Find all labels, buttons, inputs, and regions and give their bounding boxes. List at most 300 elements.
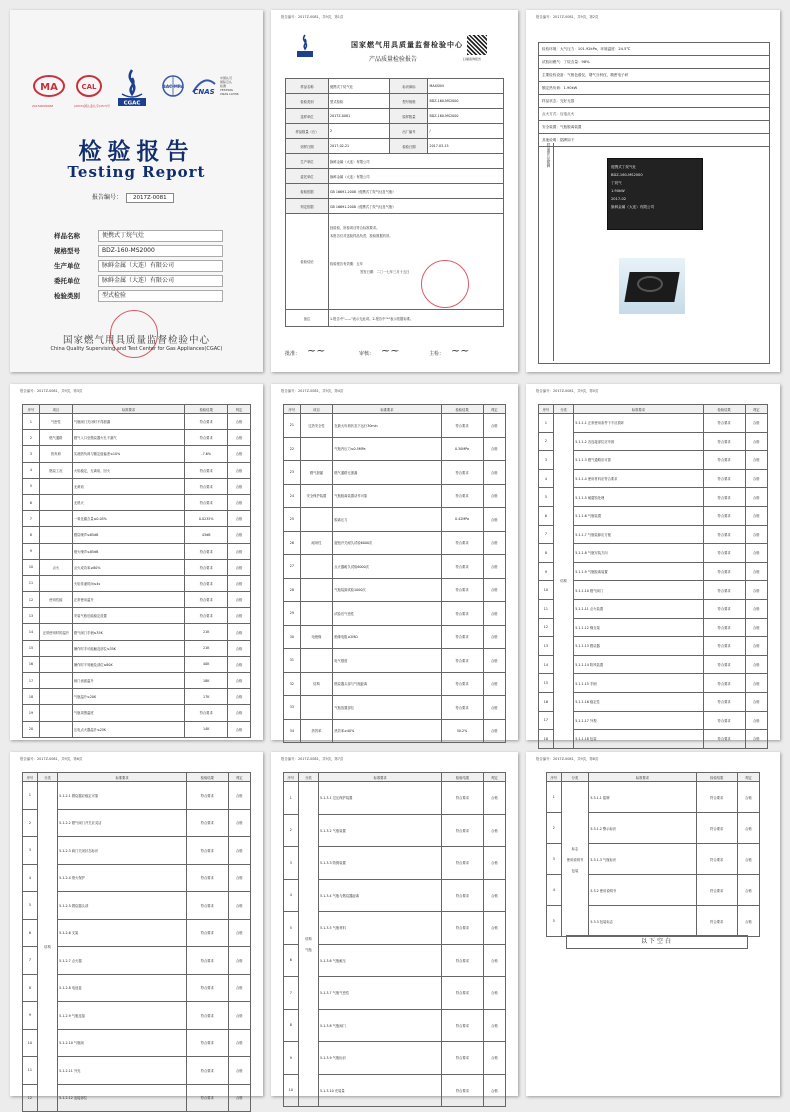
table-cell: 合格 xyxy=(483,782,505,815)
table-cell: 委托单位 xyxy=(286,169,329,184)
row-index: 7 xyxy=(539,525,554,544)
section-label: 结构 xyxy=(305,937,312,941)
table-cell xyxy=(39,527,72,543)
table-cell: 14K xyxy=(185,721,228,737)
marking-table xyxy=(546,772,760,937)
table-cell: 符合要求 xyxy=(441,484,483,508)
table-cell: 符合要求 xyxy=(696,782,737,813)
table-cell: 合格 xyxy=(745,506,767,525)
table-cell: 5.1.2.3 阀门关闭状态标识 xyxy=(58,837,187,865)
structure-table xyxy=(538,404,768,749)
table-cell xyxy=(39,494,72,510)
column-header: 标准要求 xyxy=(333,405,441,414)
table-cell: 符合要求 xyxy=(703,730,745,749)
row-index: 1 xyxy=(547,782,562,813)
column-header: 标准要求 xyxy=(589,773,696,782)
table-row xyxy=(539,506,768,525)
table-cell: 燃气阀门手柄≤35K xyxy=(72,624,184,640)
table-row xyxy=(23,592,251,608)
table-cell: 符合要求 xyxy=(185,543,228,559)
table-cell: 符合要求 xyxy=(442,1009,484,1042)
column-header: 项目 xyxy=(39,405,72,414)
table-cell: 11 xyxy=(23,575,40,591)
row-index: 3 xyxy=(23,837,38,865)
table-row xyxy=(284,531,506,555)
table-cell: 9 xyxy=(23,543,40,559)
table-row xyxy=(23,494,251,510)
table-cell: 符合要求 xyxy=(185,414,228,430)
table-cell: 5.1.1.2 各连接部位应牢固 xyxy=(574,432,703,451)
table-cell: 合格 xyxy=(745,674,767,693)
table-cell: 5.1.3.9 气瓶标识 xyxy=(319,1042,442,1075)
section-cell xyxy=(553,414,574,749)
table-cell: 13 xyxy=(23,608,40,624)
table-cell: 符合要求 xyxy=(442,847,484,880)
photo-side-label: 样品照片及铭牌 xyxy=(547,143,551,168)
summary-row xyxy=(286,94,504,109)
table-cell: 燃烧器头部与气瓶距离 xyxy=(333,672,441,696)
table-cell: 符合要求 xyxy=(185,478,228,494)
structure-page-3 xyxy=(271,752,518,1096)
table-cell: 符合要求 xyxy=(703,711,745,730)
conditions-frame xyxy=(538,42,770,364)
table-cell: 5.3.1.2 警示标识 xyxy=(589,813,696,844)
table-cell: 无黄焰 xyxy=(72,478,184,494)
table-cell: 合格 xyxy=(228,559,251,575)
conclusion-row: 检验结论 经检验，所检项目符合标准要求。 本报告仅对送检样品负责，检验数据有效。 检验报告有效期：五年 签发日期：二〇一七年三月十五日 xyxy=(286,214,504,310)
column-header: 判定 xyxy=(228,773,250,782)
table-cell: 符合要求 xyxy=(186,782,228,810)
table-cell: 合格 xyxy=(483,1074,505,1107)
table-cell: 5.3.2 使用说明书 xyxy=(589,875,696,906)
table-row xyxy=(23,414,251,430)
summary-page xyxy=(271,10,518,372)
table-cell xyxy=(39,656,72,672)
nameplate-photo xyxy=(607,158,703,230)
column-header: 检验结果 xyxy=(696,773,737,782)
column-header: 检验结果 xyxy=(441,405,483,414)
column-header: 判定 xyxy=(745,405,767,414)
org-name-cn: 国家燃气用具质量监督检验中心 xyxy=(62,335,210,346)
row-index: 8 xyxy=(539,544,554,563)
table-cell: 旋钮开关耐久试验6000次 xyxy=(333,531,441,555)
table-row xyxy=(23,1002,251,1030)
table-cell: 符合要求 xyxy=(442,1074,484,1107)
table-cell: 合格 xyxy=(483,944,505,977)
remark-row: 备注 1.报告中"——"表示无此项。2.报告中"*"表示依据标准。 xyxy=(286,310,504,327)
table-cell: 合格 xyxy=(228,1084,250,1112)
row-index: 1 xyxy=(284,782,299,815)
row-index: 12 xyxy=(539,618,554,637)
table-cell: 气瓶温升≤20K xyxy=(72,689,184,705)
row-index: 8 xyxy=(23,974,38,1002)
table-cell: 5.1.2.12 连接部位 xyxy=(58,1084,187,1112)
table-cell: 合格 xyxy=(483,1042,505,1075)
table-row xyxy=(284,414,506,438)
report-title-cn: 检验报告 xyxy=(78,138,195,165)
report-title-en: Testing Report xyxy=(67,163,206,181)
section-label: 标志 xyxy=(571,846,579,851)
table-cell: 16 xyxy=(23,656,40,672)
table-cell: 21K xyxy=(185,624,228,640)
table-cell: 点火 xyxy=(39,559,72,575)
page-header: 报告编号：2017Z-0081，共9页，第4页 xyxy=(281,389,344,393)
table-cell: 符合要求 xyxy=(186,809,228,837)
column-header: 分类 xyxy=(561,773,589,782)
table-cell: 型号规格 xyxy=(390,94,428,109)
table-cell: 5.1.1.18 包装 xyxy=(574,730,703,749)
table-row xyxy=(539,432,768,451)
field-row: 样品名称 便携式丁烷气灶 xyxy=(54,228,223,243)
table-cell: 气瓶装卸试验1000次 xyxy=(333,578,441,602)
table-cell: 符合要求 xyxy=(703,674,745,693)
table-cell: 符合要求 xyxy=(696,813,737,844)
table-cell: 5.1.2.7 点火器 xyxy=(58,947,187,975)
column-header: 项目 xyxy=(300,405,333,414)
table-row xyxy=(284,625,506,649)
svg-text:CGAC: CGAC xyxy=(123,100,141,107)
row-index: 16 xyxy=(539,692,554,711)
table-row xyxy=(539,581,768,600)
inspector-label: 主检： xyxy=(429,351,445,357)
table-cell: 符合要求 xyxy=(185,430,228,446)
table-cell: 符合要求 xyxy=(186,1002,228,1030)
org-name-en: China Quality Supervising and Test Center for Gas Appliances(CGAC) xyxy=(50,346,223,352)
table-row xyxy=(539,544,768,563)
table-cell: 合格 xyxy=(745,692,767,711)
table-cell: 23 xyxy=(284,461,301,485)
row-index: 6 xyxy=(23,919,38,947)
table-cell: 热负荷 xyxy=(39,446,72,462)
table-row xyxy=(539,618,768,637)
table-cell: 合格 xyxy=(228,414,251,430)
table-cell: 合格 xyxy=(483,414,505,438)
column-header: 序号 xyxy=(284,405,301,414)
row-index: 10 xyxy=(23,1029,38,1057)
table-row xyxy=(284,719,506,743)
table-cell: 合格 xyxy=(228,478,251,494)
table-cell: 正常使用温升 xyxy=(72,592,184,608)
column-header: 标准要求 xyxy=(58,773,187,782)
structure-table xyxy=(283,772,506,1107)
table-cell: 符合要求 xyxy=(703,562,745,581)
column-header: 检验结果 xyxy=(442,773,484,782)
table-row xyxy=(539,730,768,749)
table-cell: 符合要求 xyxy=(703,618,745,637)
table-cell: 5.1.2.9 气瓶连接 xyxy=(58,1002,187,1030)
table-cell: 0.30MPa xyxy=(441,437,483,461)
table-cell xyxy=(39,705,72,721)
table-cell: 气瓶周围温度 xyxy=(72,705,184,721)
table-cell: 5.1.3.4 气瓶与燃烧器距离 xyxy=(319,879,442,912)
summary-row xyxy=(286,184,504,199)
row-index: 9 xyxy=(284,1042,299,1075)
table-cell: 5.1.2.11 外壳 xyxy=(58,1057,187,1085)
table-cell: 合格 xyxy=(228,656,251,672)
table-row xyxy=(23,478,251,494)
table-cell: 合格 xyxy=(483,461,505,485)
table-cell: 符合要求 xyxy=(441,602,483,626)
condition-row: 其他说明：铭牌如下 xyxy=(539,134,769,147)
condition-row: 试验用燃气：丁烷含量：98% xyxy=(539,56,769,69)
review-label: 审核： xyxy=(359,351,375,357)
column-header: 序号 xyxy=(23,405,40,414)
summary-row xyxy=(286,124,504,139)
table-cell: 合格 xyxy=(228,640,251,656)
table-row xyxy=(23,809,251,837)
table-cell: 合格 xyxy=(745,544,767,563)
table-row xyxy=(539,469,768,488)
row-index: 15 xyxy=(539,674,554,693)
table-cell: 燃烧噪声≤65dB xyxy=(72,527,184,543)
table-cell: 5.1.2.8 电池盒 xyxy=(58,974,187,1002)
column-header: 序号 xyxy=(284,773,299,782)
table-row xyxy=(539,488,768,507)
table-cell: 2017-02-21 xyxy=(329,139,390,154)
blank-note: 以下空白 xyxy=(566,935,748,949)
table-cell: 合格 xyxy=(228,608,251,624)
table-cell: 2017-03-15 xyxy=(428,139,504,154)
table-cell: 安全保护装置 xyxy=(300,484,333,508)
column-header: 标准要求 xyxy=(574,405,703,414)
table-cell: 脉鲜金属（大连）有限公司 xyxy=(329,154,504,169)
table-cell xyxy=(39,721,72,737)
table-cell: 检验类别 xyxy=(286,94,329,109)
column-header: 判定 xyxy=(483,405,505,414)
table-cell: 符合要求 xyxy=(186,919,228,947)
table-cell: 5.1.1.4 使用材料应符合要求 xyxy=(574,469,703,488)
section-cell xyxy=(298,782,318,1107)
table-cell: 符合要求 xyxy=(186,892,228,920)
table-cell: 合格 xyxy=(228,782,250,810)
table-cell: 合格 xyxy=(745,525,767,544)
column-header: 判定 xyxy=(228,405,251,414)
section-label: 气瓶 xyxy=(305,948,312,952)
svg-text:ILAC-MRA: ILAC-MRA xyxy=(162,84,184,89)
table-cell: 符合要求 xyxy=(441,461,483,485)
table-cell: 5.1.1.12 锅支架 xyxy=(574,618,703,637)
table-cell: 40K xyxy=(185,656,228,672)
row-index: 2 xyxy=(284,814,299,847)
table-cell: 5.1.1.16 稳定性 xyxy=(574,692,703,711)
table-cell: 原样数量 xyxy=(390,109,428,124)
table-row xyxy=(539,692,768,711)
table-cell: 合格 xyxy=(483,719,505,743)
table-row xyxy=(23,430,251,446)
structure-page-2 xyxy=(10,752,263,1101)
cgac-small-logo-icon xyxy=(295,34,315,62)
table-cell: 合格 xyxy=(745,562,767,581)
table-cell: 火焰稳定，无离焰、回火 xyxy=(72,462,184,478)
row-index: 5 xyxy=(539,488,554,507)
table-row xyxy=(539,451,768,470)
table-cell: 5.1.2.1 燃烧器应稳定可靠 xyxy=(58,782,187,810)
nameplate-line: BDZ-160-MS2000 xyxy=(611,173,643,177)
table-row xyxy=(539,637,768,656)
table-cell xyxy=(39,608,72,624)
table-cell xyxy=(39,689,72,705)
table-cell: 符合要求 xyxy=(703,637,745,656)
inspector-signature: ~~ xyxy=(451,344,470,357)
table-cell: 合格 xyxy=(483,484,505,508)
table-cell: 符合要求 xyxy=(186,837,228,865)
table-cell: 22 xyxy=(284,437,301,461)
table-cell: 在最大负荷状态下运行30min xyxy=(333,414,441,438)
table-cell: 合格 xyxy=(483,977,505,1010)
table-cell: 符合要求 xyxy=(696,875,737,906)
column-header: 判定 xyxy=(483,773,505,782)
table-cell: 5.1.1.10 燃气阀门 xyxy=(574,581,703,600)
table-cell: 31 xyxy=(284,649,301,673)
table-cell: 合格 xyxy=(737,844,759,875)
table-cell: 符合要求 xyxy=(185,494,228,510)
table-row xyxy=(23,947,251,975)
table-cell: MAXSUN xyxy=(428,79,504,94)
table-cell: 26 xyxy=(284,531,301,555)
table-cell: 符合要求 xyxy=(441,414,483,438)
table-cell: 5.1.3.8 气瓶阀门 xyxy=(319,1009,442,1042)
table-cell: 合格 xyxy=(228,1002,250,1030)
table-cell: 32 xyxy=(284,672,301,696)
table-cell: 符合要求 xyxy=(441,555,483,579)
table-cell: 符合要求 xyxy=(186,974,228,1002)
cnas-text: 中国认可 国际互认 检测 TESTING CNAS L0336 xyxy=(220,76,239,96)
table-cell: 21K xyxy=(185,640,228,656)
table-cell: 符合要求 xyxy=(703,525,745,544)
table-row xyxy=(539,674,768,693)
row-index: 2 xyxy=(23,809,38,837)
table-cell: 合格 xyxy=(228,624,251,640)
table-cell: 合格 xyxy=(737,906,759,937)
table-cell: 标识商标 xyxy=(390,79,428,94)
table-row xyxy=(23,608,251,624)
section-cell xyxy=(37,782,57,1112)
table-cell: 耐用性 xyxy=(300,531,333,555)
results-table xyxy=(283,404,506,743)
field-row: 规格型号 BDZ-160-MS2000 xyxy=(54,243,223,258)
table-row xyxy=(539,414,768,433)
row-index: 8 xyxy=(284,1009,299,1042)
table-row xyxy=(23,705,251,721)
table-row xyxy=(23,656,251,672)
table-cell: 符合要求 xyxy=(441,696,483,720)
column-header: 序号 xyxy=(547,773,562,782)
table-cell xyxy=(300,649,333,673)
approver-signature: ~~ xyxy=(307,344,326,357)
table-cell: 到样日期 xyxy=(286,139,329,154)
table-row xyxy=(23,640,251,656)
table-cell: 操作时手可能触及部位≤35K xyxy=(72,640,184,656)
table-cell: 5.1.1.9 气瓶脱离装置 xyxy=(574,562,703,581)
table-cell: 合格 xyxy=(745,637,767,656)
row-index: 5 xyxy=(284,912,299,945)
table-cell: 符合要求 xyxy=(185,705,228,721)
table-cell: 符合要求 xyxy=(442,1042,484,1075)
table-cell: 5.1.1.13 燃烧器 xyxy=(574,637,703,656)
table-cell: 合格 xyxy=(228,575,251,591)
table-cell: 17K xyxy=(185,689,228,705)
table-cell: 气密性 xyxy=(39,414,72,430)
table-cell: 合格 xyxy=(745,451,767,470)
table-cell: BDZ-160-MS2000 xyxy=(428,109,504,124)
table-cell: 符合要求 xyxy=(703,451,745,470)
table-cell: 安装气瓶后能稳定放置 xyxy=(72,608,184,624)
table-cell xyxy=(39,543,72,559)
table-cell: 符合要求 xyxy=(441,578,483,602)
table-cell: 出厂编号 xyxy=(390,124,428,139)
table-row xyxy=(284,461,506,485)
table-cell xyxy=(39,575,72,591)
section-cell xyxy=(561,782,589,937)
table-cell: 正常使用时的温升 xyxy=(39,624,72,640)
table-cell: 检验依据 xyxy=(286,184,329,199)
structure-page-1 xyxy=(526,384,780,740)
column-header: 检验结果 xyxy=(185,405,228,414)
table-cell: 合格 xyxy=(483,531,505,555)
table-row xyxy=(539,525,768,544)
table-cell: 点火成功率≥80% xyxy=(72,559,184,575)
table-cell: 符合要求 xyxy=(703,506,745,525)
table-cell: 符合要求 xyxy=(185,575,228,591)
table-cell: 燃气入口至燃烧器火孔不漏气 xyxy=(72,430,184,446)
table-cell: 5.1.1.11 点火装置 xyxy=(574,599,703,618)
summary-row xyxy=(286,169,504,184)
table-cell: 合格 xyxy=(745,581,767,600)
table-row xyxy=(284,649,506,673)
table-row xyxy=(23,527,251,543)
table-cell: 33 xyxy=(284,696,301,720)
field-row: 委托单位 脉鲜金属（大连）有限公司 xyxy=(54,273,223,288)
table-cell: / xyxy=(428,124,504,139)
table-cell: 便携式丁烷气灶 xyxy=(329,79,390,94)
table-cell: 34 xyxy=(284,719,301,743)
svg-text:CAL: CAL xyxy=(81,83,97,91)
table-cell: 符合要求 xyxy=(441,625,483,649)
table-cell: 合格 xyxy=(228,837,250,865)
section-label: 包装 xyxy=(571,868,579,873)
table-cell: 合格 xyxy=(745,618,767,637)
table-row xyxy=(23,782,251,810)
svg-text:CNAS: CNAS xyxy=(193,88,215,96)
table-cell: 样品名称 xyxy=(286,79,329,94)
table-cell: 5.1.2.10 气瓶阀 xyxy=(58,1029,187,1057)
table-cell: 符合要求 xyxy=(442,782,484,815)
table-cell: 符合要求 xyxy=(185,608,228,624)
condition-row: 安全装置：气瓶脱离装置 xyxy=(539,121,769,134)
table-cell: 5.1.2.2 燃气阀门开关应灵活 xyxy=(58,809,187,837)
table-cell: 检验日期 xyxy=(390,139,428,154)
cgac-logo-icon xyxy=(114,68,150,112)
table-cell: 合格 xyxy=(228,974,250,1002)
table-cell: 合格 xyxy=(737,875,759,906)
column-header: 标准要求 xyxy=(319,773,442,782)
nameplate-line: 丁烷气 xyxy=(611,181,622,185)
table-cell: 合格 xyxy=(483,555,505,579)
table-cell: 10 xyxy=(23,559,40,575)
table-cell: 符合要求 xyxy=(703,469,745,488)
table-row xyxy=(23,864,251,892)
table-row xyxy=(539,655,768,674)
table-cell: GB 16691-2008《便携式丁烷气灶及气瓶》 xyxy=(329,199,504,214)
table-cell: 17 xyxy=(23,673,40,689)
table-cell: 合格 xyxy=(483,578,505,602)
nameplate-line: 1.90kW xyxy=(611,189,625,193)
column-header: 分类 xyxy=(553,405,574,414)
table-cell: 2017Z-0081 xyxy=(329,109,390,124)
table-cell: 5.1.3.5 气瓶材料 xyxy=(319,912,442,945)
table-cell: 合格 xyxy=(483,879,505,912)
table-cell: 燃气通路无泄漏 xyxy=(333,461,441,485)
